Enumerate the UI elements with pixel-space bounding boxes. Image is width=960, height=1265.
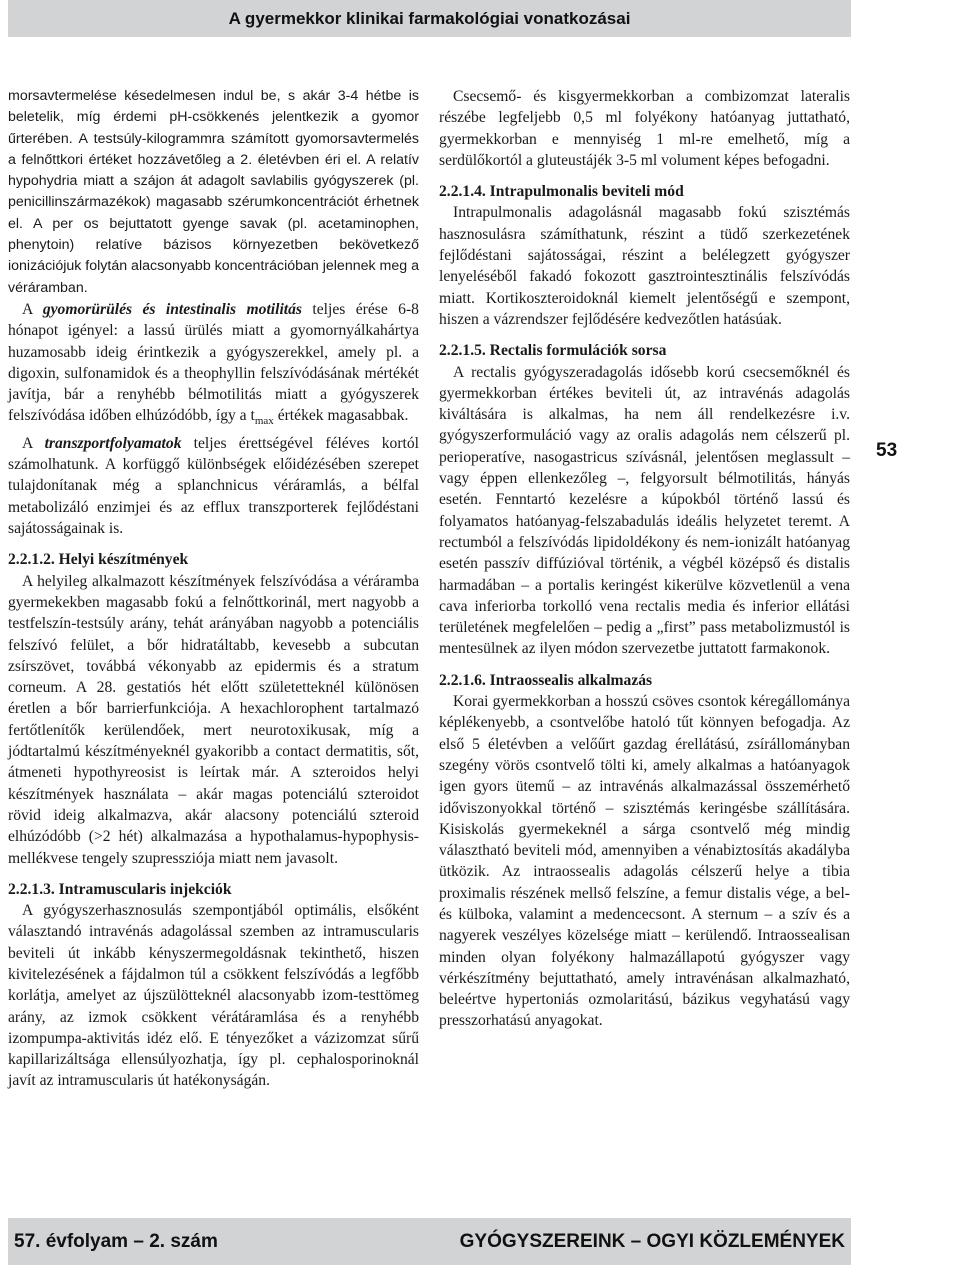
- text-run: A: [22, 434, 45, 452]
- running-header: [8, 0, 851, 37]
- running-footer: [8, 1218, 851, 1265]
- section-heading: 2.2.1.3. Intramuscularis injekciók: [8, 880, 232, 898]
- section-heading: 2.2.1.2. Helyi készítmények: [8, 551, 189, 569]
- left-column: [8, 86, 419, 1092]
- paragraph: morsavtermelése késedelmesen indul be, s akár 3-4 hétbe is beletelik, míg érdemi pH-csökkenés jelentkezik a gyomor űrterében. A testsúly-kilogrammra számított gyomorsavtermelés a felnőttkori értéket hozzávetőleg a 2. életévben éri el. A relatív hypohydria miatt a szájon át adagolt savlabilis gyógyszerek (pl. penicillinszármazékok) magasabb szérumkoncentrációt érhetnek el. A per os bejuttatott gyenge savak (pl. acetaminophen, phenytoin) relatíve bázisos környezetben bekövetkező ionizációjuk folytán alacsonyabb koncentrációban jelennek meg a véráramban.: [8, 88, 419, 296]
- paragraph: Korai gyermekkorban a hosszú csöves csontok kéregállománya képlékenyebb, a csontvelőbe hatoló tűt könnyen befogadja. Az első 5 életévben a velőűrt gazdag érellátású, zsírállományban szegény vörös csontvelő tölti ki, amely alkalmas a hatóanyagok igen gyors ütemű – az intravénás alkalmazással összemérhető időviszonyokkal történő – szisztémás keringésbe szállítására. Kisiskolás gyermekeknél a sárga csontvelő még mindig választható beviteli mód, amennyiben a vénabiztosítás akadályba ütközik. Az intraossealis adagolás célszerű helye a tibia proximalis részének mellső felszíne, a femur distalis vége, a bel- és külboka, valamint a medencecsont. A sternum – a szív és a nagyerek veszélyes közelsége miatt – kerülendő. Intraossealisan minden olyan folyékony halmazállapotú gyógyszer vagy vérkészítmény bejuttatható, amely intravénásan alkalmazható, beleértve hypertoniás ozmolaritású, bázikus vegyhatású vagy presszorhatású anyagokat.: [439, 693, 850, 1030]
- paragraph: A gyógyszerhasznosulás szempontjából optimális, elsőként választandó intravénás adagolással szemben az intramuscularis beviteli út inkább kényszermegoldásnak tekinthető, hiszen kivitelezésének a fájdalmon túl a csökkent felszívódás a legfőbb korlátja, amelyet az újszülötteknél alacsonyabb izom-testtömeg arány, az izmok csökkent vérátáramlása és a renyhébb izompumpa-aktivitás idéz elő. E tényezőket a vázizomzat sűrű kapillarizáltsága ellensúlyozhatja, így pl. cephalosporinoknál javít az intramuscularis út hatékonyságán.: [8, 902, 419, 1090]
- section-heading: 2.2.1.5. Rectalis formulációk sorsa: [439, 342, 667, 360]
- footer-journal: GYÓGYSZEREINK – OGYI KÖZLEMÉNYEK: [459, 1230, 845, 1252]
- emphasis-term: gyomorürülés és intestinalis motilitás: [42, 300, 302, 318]
- paragraph: Csecsemő- és kisgyermekkorban a combizomzat lateralis részébe legfeljebb 0,5 ml folyékony hatóanyag juttatható, gyermekkorban e mennyiség 1 ml-re emelhető, míg a serdülőkortól a gluteustájék 3-5 ml volument képes befogadni.: [439, 88, 850, 169]
- paragraph: [8, 433, 419, 539]
- section-heading: 2.2.1.6. Intraossealis alkalmazás: [439, 671, 653, 689]
- footer-issue: 57. évfolyam – 2. szám: [14, 1230, 218, 1252]
- section-heading: 2.2.1.4. Intrapulmonalis beviteli mód: [439, 183, 684, 201]
- text-run: teljes érése 6-8 hónapot igényel: a lassú ürülés miatt a gyomornyálkahártya huzamosabb ideig érintkezik a gyógyszerekkel, amely pl. a digoxin, sulfonamidok és a theophyllin felszívódásának mértékét javítja, bár a renyhébb bélmotilitás miatt a gyógyszerek felszívódása időben elhúzódóbb, így a t: [8, 300, 419, 425]
- subscript: max: [254, 415, 274, 428]
- paragraph: [8, 299, 419, 433]
- text-run: A: [22, 300, 43, 318]
- paragraph: A helyileg alkalmazott készítmények felszívódása a véráramba gyermekekben magasabb fokú a felnőttkorinál, mert nagyobb a testfelszín-testsúly arány, tehát arányában nagyobb a potenciális felszívó felület, a bőr hidratáltabb, kevesebb a subcutan zsírszövet, továbbá vékonyabb az epidermis és a stratum corneum. A 28. gestatiós hét előtt születetteknél különösen éretlen a bőr barrierfunkciója. A hexachlorophent tartalmazó fertőtlenítők kerülendőek, mert neurotoxikusak, míg a jódtartalmú készítményeknél gyakoribb a contact dermatitis, sőt, átmeneti hypothyreosist is leírtak már. A szteroidos helyi készítmények használata – akár magas potenciálú szteroidot rövid ideig alkalmazva, akár alacsony potenciálú szteroid elhúzódóbb (>2 hét) alkalmazása a hypothalamus-hypophysis-mellékvese tengely szupressziója miatt nem javasolt.: [8, 572, 419, 867]
- page-number: 53: [876, 440, 898, 461]
- paragraph: Intrapulmonalis adagolásnál magasabb fokú szisztémás hasznosulásra számíthatunk, részint a tüdő szerkezetének fejlődéstani sajátosságai, részint a belélegzett gyógyszer lenyeléséből fakadó fokozott gasztrointesztinális felszívódás miatt. Kortikoszteroidoknál kiemelt jelentőségű e szempont, hiszen a vázrendszer fejlődésére kedvezőtlen hatásúak.: [439, 204, 850, 328]
- paragraph: A rectalis gyógyszeradagolás idősebb korú csecsemőknél és gyermekkorban értékes beviteli út, az intravénás adagolás kiváltására is alkalmas, ha nem áll rendelkezésre i.v. gyógyszerformuláció vagy az oralis adagolás nem célszerű pl. perioperatíve, nasogastricus szívásnál, jelentősen meglassult – vagy éppen ellenkezőleg –, felgyorsult bélmotilitás, hányás esetén. Fenntartó kezelésre a kúpokból történő lassú és folyamatos hatóanyag-felszabadulás ideális helyzetet teremt. A rectumból a felszívódás lipidoldékony és nem-ionizált hatóanyag esetén passzív diffúzióval történik, a végbél középső és distalis harmadában – a portalis keringést kikerülve közvetlenül a vena cava inferiorba torkolló vena rectalis media és inferior ellátási területének megfelelően – pedig a „first” pass metabolizmustól is mentesülnek az ilyen módon szervezetbe juttatott farmakonok.: [439, 363, 850, 658]
- running-header-title: A gyermekkor klinikai farmakológiai vonatkozásai: [228, 8, 631, 28]
- emphasis-term: transzportfolyamatok: [44, 434, 182, 452]
- right-column: [439, 86, 850, 1032]
- text-run: értékek magasabbak.: [273, 407, 409, 425]
- text-run: teljes érettségével féléves kortól számolhatunk. A korfüggő különbségek előidézésében szerepet tulajdonítanak még a splanchnicus véráramlás, a bélfal metabolizáló enzimjei és az efflux transzporterek fejlődéstani sajátosságainak is.: [8, 434, 419, 538]
